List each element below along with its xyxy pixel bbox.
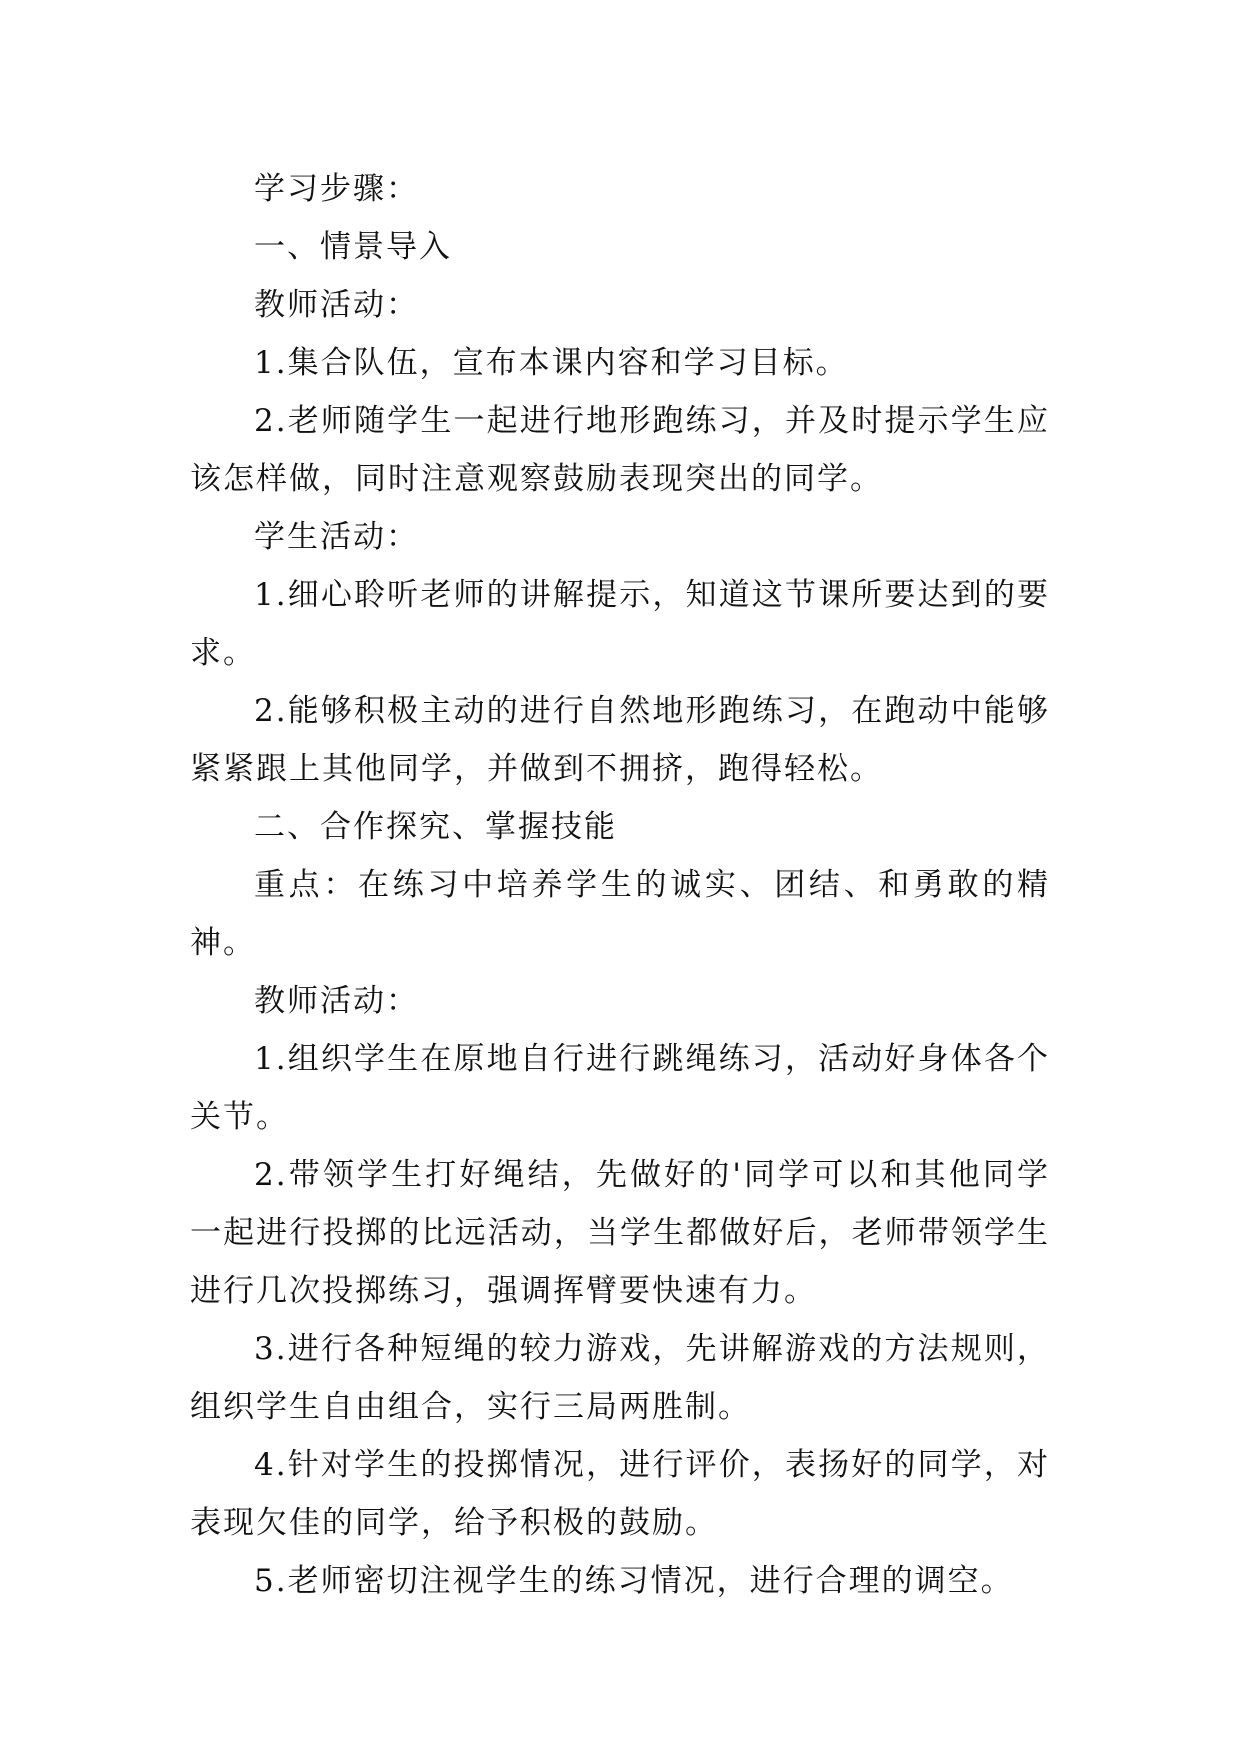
paragraph-item: 3.进行各种短绳的较力游戏，先讲解游戏的方法规则，组织学生自由组合，实行三局两胜制。 — [190, 1331, 1050, 1425]
paragraph-key-point: 重点：在练习中培养学生的诚实、团结、和勇敢的精神。 — [190, 867, 1050, 961]
paragraph-teacher-activity-heading: 教师活动： — [254, 287, 419, 323]
paragraph-student-activity-heading: 学生活动： — [254, 519, 419, 555]
paragraph-section-2-heading: 二、合作探究、掌握技能 — [254, 809, 617, 845]
paragraph-section-1-heading: 一、情景导入 — [254, 229, 452, 265]
paragraph-steps-heading: 学习步骤： — [254, 171, 419, 207]
paragraph-item: 5.老师密切注视学生的练习情况，进行合理的调空。 — [254, 1563, 1014, 1599]
paragraph-item: 1.细心聆听老师的讲解提示，知道这节课所要达到的要求。 — [190, 577, 1050, 671]
paragraph-item: 1.集合队伍，宣布本课内容和学习目标。 — [254, 345, 849, 381]
paragraph-item: 2.能够积极主动的进行自然地形跑练习，在跑动中能够紧紧跟上其他同学，并做到不拥挤，跑得轻松。 — [190, 693, 1050, 787]
paragraph-item: 1.组织学生在原地自行进行跳绳练习，活动好身体各个关节。 — [190, 1041, 1050, 1135]
paragraph-item: 2.老师随学生一起进行地形跑练习，并及时提示学生应该怎样做，同时注意观察鼓励表现突出的同学。 — [190, 403, 1050, 497]
paragraph-teacher-activity-heading: 教师活动： — [254, 983, 419, 1019]
paragraph-item: 2.带领学生打好绳结，先做好的'同学可以和其他同学一起进行投掷的比远活动，当学生都做好后，老师带领学生进行几次投掷练习，强调挥臂要快速有力。 — [190, 1157, 1050, 1309]
paragraph-item: 4.针对学生的投掷情况，进行评价，表扬好的同学，对表现欠佳的同学，给予积极的鼓励。 — [190, 1447, 1050, 1541]
document-body — [190, 160, 1050, 1610]
